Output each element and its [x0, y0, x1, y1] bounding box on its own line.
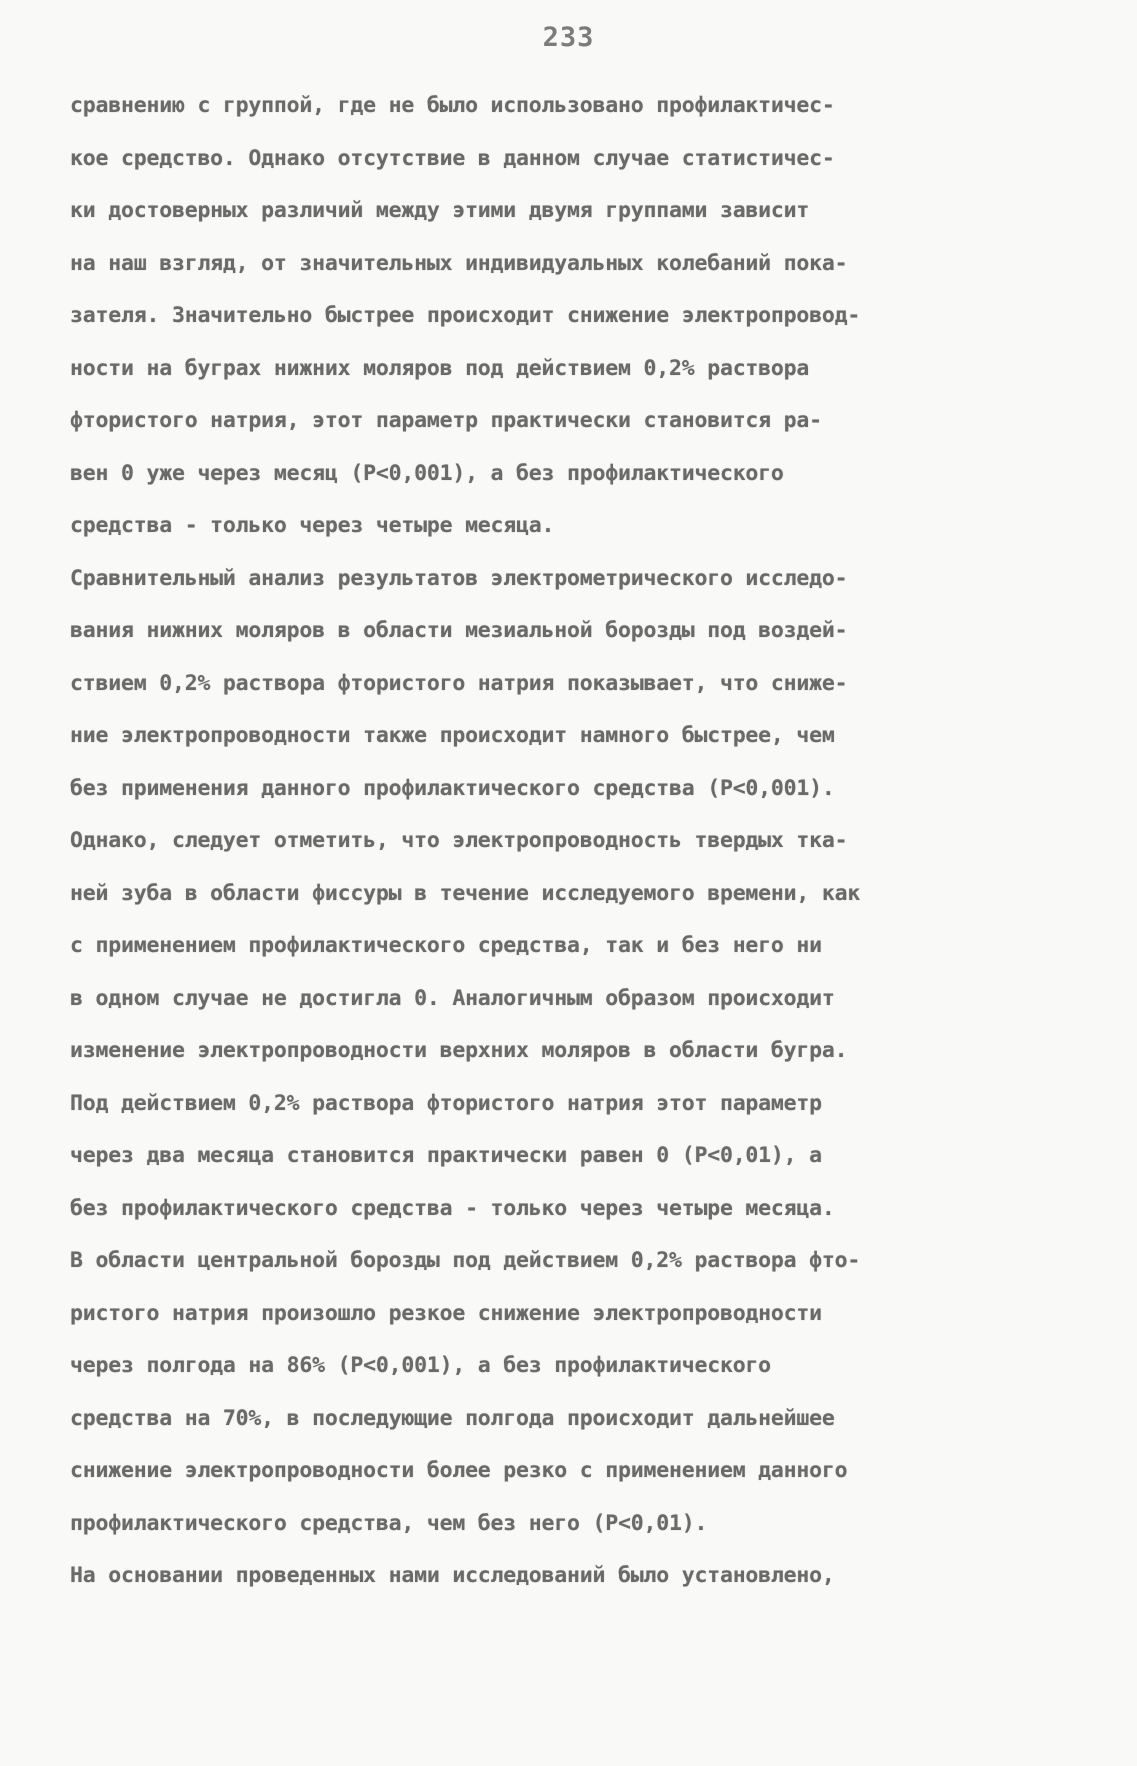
page-number: 233: [542, 22, 595, 53]
text-line: Сравнительный анализ результатов электрометрического исследо-: [70, 565, 848, 591]
text-line: снижение электропроводности более резко с применением данного: [70, 1458, 848, 1483]
text-line: без применения данного профилактического средства (P<0,001).: [70, 775, 835, 801]
text-line: ности на буграх нижних моляров под действием 0,2% раствора: [70, 355, 810, 381]
text-line: Однако, следует отметить, что электропроводность твердых тка-: [70, 828, 848, 853]
text-line: Под действием 0,2% раствора фтористого натрия этот параметр: [70, 1090, 822, 1116]
text-line: вен 0 уже через месяц (P<0,001), а без профилактического: [70, 460, 784, 486]
text-line: без профилактического средства - только через четыре месяца.: [70, 1195, 835, 1221]
text-line: с применением профилактического средства, так и без него ни: [70, 933, 822, 958]
text-line: вания нижних моляров в области мезиальной борозды под воздей-: [70, 618, 848, 643]
text-line: ки достоверных различий между этими двумя группами зависит: [70, 198, 810, 223]
text-line: ние электропроводности также происходит намного быстрее, чем: [70, 723, 835, 748]
text-line: На основании проведенных нами исследований было установлено,: [70, 1563, 835, 1588]
text-line: профилактического средства, чем без него (P<0,01).: [70, 1510, 708, 1536]
text-line: на наш взгляд, от значительных индивидуальных колебаний пока-: [70, 250, 848, 276]
text-line: зателя. Значительно быстрее происходит снижение электропровод-: [70, 303, 861, 328]
text-line: средства на 70%, в последующие полгода происходит дальнейшее: [70, 1405, 835, 1431]
text-line: сравнению с группой, где не было использовано профилактичес-: [70, 93, 835, 118]
text-line: ристого натрия произошло резкое снижение электропроводности: [70, 1300, 822, 1326]
text-line: средства - только через четыре месяца.: [70, 513, 555, 538]
text-line: фтористого натрия, этот параметр практически становится ра-: [70, 408, 822, 433]
text-line: В области центральной борозды под действием 0,2% раствора фто-: [70, 1248, 861, 1273]
text-line: через два месяца становится практически равен 0 (P<0,01), а: [70, 1143, 822, 1168]
text-line: в одном случае не достигла 0. Аналогичным образом происходит: [70, 985, 835, 1011]
text-line: кое средство. Однако отсутствие в данном случае статистичес-: [70, 145, 835, 171]
text-line: изменение электропроводности верхних моляров в области бугра.: [70, 1038, 848, 1063]
body-text: [70, 80, 1070, 1603]
text-line: через полгода на 86% (P<0,001), а без профилактического: [70, 1353, 771, 1378]
text-line: ней зуба в области фиссуры в течение исследуемого времени, как: [70, 880, 861, 906]
text-line: ствием 0,2% раствора фтористого натрия показывает, что сниже-: [70, 670, 848, 696]
